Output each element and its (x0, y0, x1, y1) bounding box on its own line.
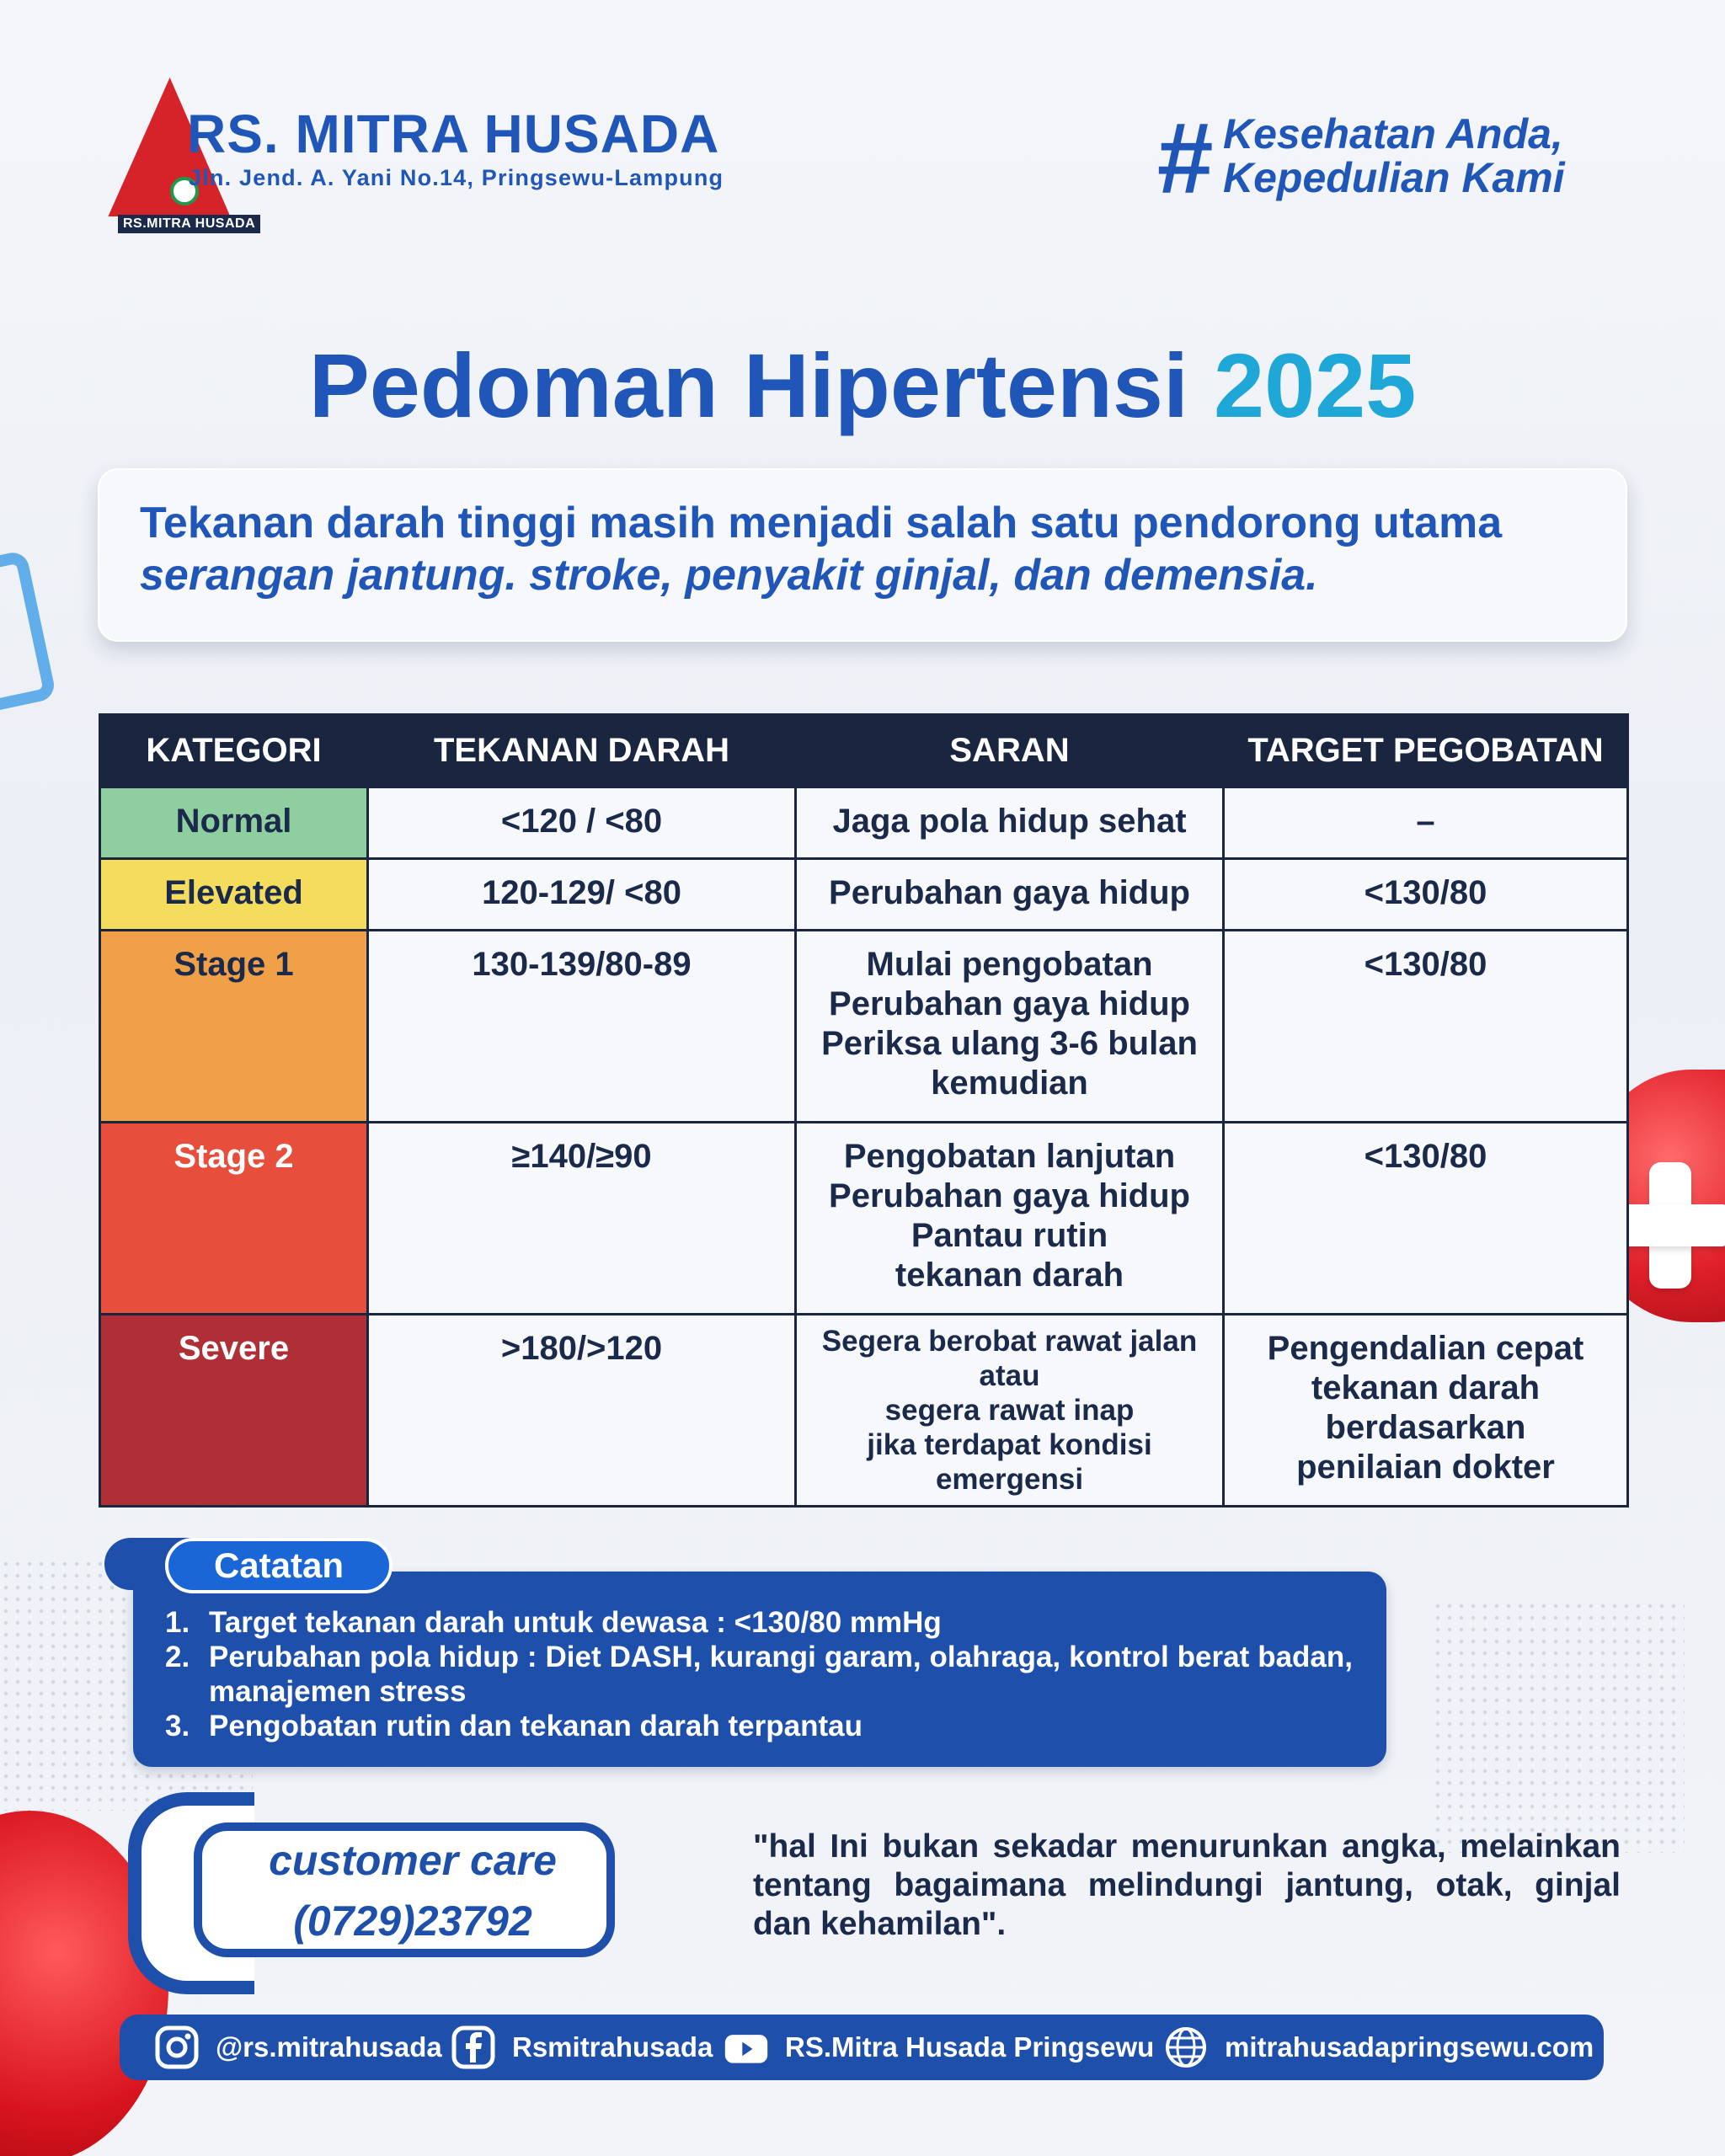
hash-icon: # (1156, 102, 1212, 215)
logo-caption: RS.MITRA HUSADA (118, 215, 260, 233)
social-footer (120, 2015, 1604, 2080)
advice-line: Perubahan gaya hidup (829, 985, 1190, 1022)
target-cell (1224, 787, 1628, 859)
advice-line: tekanan darah (895, 1257, 1124, 1294)
target-line: <130/80 (1364, 1138, 1487, 1175)
target-line: <130/80 (1364, 946, 1487, 983)
advice-cell (796, 1315, 1224, 1507)
social-instagram[interactable] (153, 2015, 442, 2080)
advice-line: Perubahan gaya hidup (829, 1177, 1190, 1214)
social-website[interactable] (1162, 2015, 1594, 2080)
header-advice: SARAN (796, 715, 1224, 787)
advice-line: Segera berobat rawat jalan (821, 1325, 1198, 1358)
tagline (1156, 102, 1610, 215)
table-row-stage2 (100, 1123, 1628, 1315)
intro-box (98, 468, 1627, 642)
category-cell: Stage 1 (100, 931, 368, 1123)
note-number: 1. (165, 1606, 190, 1639)
hypertension-table (99, 713, 1629, 1508)
advice-cell (796, 931, 1224, 1123)
table-row-stage1 (100, 931, 1628, 1123)
note-text: Pengobatan rutin dan tekanan darah terpantau (209, 1710, 862, 1742)
notes-list (165, 1605, 1353, 1743)
target-cell (1224, 1315, 1628, 1507)
category-cell: Elevated (100, 859, 368, 931)
target-cell (1224, 931, 1628, 1123)
note-number: 2. (165, 1641, 190, 1673)
facebook-handle: Rsmitrahusada (512, 2031, 713, 2063)
brand-name: RS. MITRA HUSADA (187, 104, 720, 164)
table-row-elevated (100, 859, 1628, 931)
advice-line: kemudian (931, 1065, 1088, 1102)
note-item (165, 1640, 1353, 1709)
background-frame-decoration (0, 550, 57, 714)
advice-line: segera rawat inap (884, 1394, 1135, 1427)
table-row-severe (100, 1315, 1628, 1507)
youtube-channel: RS.Mitra Husada Pringsewu (785, 2031, 1155, 2063)
table-row-normal (100, 787, 1628, 859)
social-youtube[interactable] (723, 2015, 1154, 2080)
instagram-icon (153, 2024, 200, 2071)
target-line: penilaian dokter (1296, 1449, 1555, 1486)
quote-text: "hal Ini bukan sekadar menurunkan angka, melainkan tentang bagaimana melindungi jantung, otak, ginjal dan kehamilan". (753, 1828, 1621, 1942)
website-url: mitrahusadapringsewu.com (1225, 2031, 1594, 2063)
advice-line: Perubahan gaya hidup (829, 874, 1190, 911)
pressure-cell: <120 / <80 (368, 787, 796, 859)
customer-care-badge (118, 1792, 623, 2003)
advice-cell (796, 787, 1224, 859)
notes-title: Catatan (165, 1538, 393, 1593)
advice-line: Pengobatan lanjutan (843, 1138, 1176, 1175)
advice-cell (796, 1123, 1224, 1315)
instagram-handle: @rs.mitrahusada (216, 2031, 442, 2063)
category-cell: Severe (100, 1315, 368, 1507)
pressure-cell: >180/>120 (368, 1315, 796, 1507)
advice-cell (796, 859, 1224, 931)
advice-line: Periksa ulang 3-6 bulan (821, 1025, 1198, 1062)
note-item (165, 1709, 1353, 1743)
note-item (165, 1605, 1353, 1640)
pressure-cell: ≥140/≥90 (368, 1123, 796, 1315)
advice-line: jika terdapat kondisi (867, 1428, 1152, 1461)
target-cell (1224, 1123, 1628, 1315)
youtube-icon (723, 2024, 770, 2071)
tagline-line-1: Kesehatan Anda, (1223, 110, 1563, 157)
target-line: tekanan darah (1311, 1369, 1541, 1406)
intro-line-2: serangan jantung. stroke, penyakit ginjal, dan demensia. (140, 551, 1318, 600)
advice-line: emergensi (935, 1463, 1084, 1496)
target-line: <130/80 (1364, 874, 1487, 911)
target-cell (1224, 859, 1628, 931)
pressure-cell: 120-129/ <80 (368, 859, 796, 931)
background-dots (1432, 1600, 1685, 1853)
advice-line: Mulai pengobatan (866, 946, 1153, 983)
customer-care-label: customer care (269, 1837, 557, 1884)
tagline-line-2: Kepedulian Kami (1223, 154, 1565, 201)
header-pressure: TEKANAN DARAH (368, 715, 796, 787)
social-facebook[interactable] (450, 2015, 713, 2080)
notes-box (133, 1572, 1386, 1767)
note-number: 3. (165, 1710, 190, 1742)
target-line: Pengendalian cepat (1267, 1330, 1584, 1367)
advice-line: Pantau rutin (911, 1217, 1108, 1254)
note-text: Target tekanan darah untuk dewasa : <130/80 mmHg (209, 1606, 942, 1639)
category-cell: Stage 2 (100, 1123, 368, 1315)
pressure-cell: 130-139/80-89 (368, 931, 796, 1123)
page-title-main: Pedoman Hipertensi (308, 334, 1188, 436)
page-title-year: 2025 (1214, 334, 1417, 436)
advice-line: atau (979, 1359, 1040, 1392)
intro-line-1: Tekanan darah tinggi masih menjadi salah satu pendorong utama (140, 499, 1503, 547)
page-title (0, 333, 1725, 438)
customer-care-phone[interactable]: (0729)23792 (293, 1897, 532, 1945)
target-line: berdasarkan (1325, 1409, 1526, 1446)
header-category: KATEGORI (100, 715, 368, 787)
header-target: TARGET PEGOBATAN (1224, 715, 1628, 787)
advice-line: Jaga pola hidup sehat (832, 803, 1187, 840)
category-cell: Normal (100, 787, 368, 859)
globe-icon (1162, 2024, 1210, 2071)
facebook-icon (450, 2024, 497, 2071)
brand-address: Jln. Jend. A. Yani No.14, Pringsewu-Lampung (189, 165, 724, 190)
target-line: – (1416, 803, 1435, 840)
note-text: Perubahan pola hidup : Diet DASH, kurangi garam, olahraga, kontrol berat badan, manajemen stress (209, 1641, 1353, 1708)
table-header-row (100, 715, 1628, 787)
